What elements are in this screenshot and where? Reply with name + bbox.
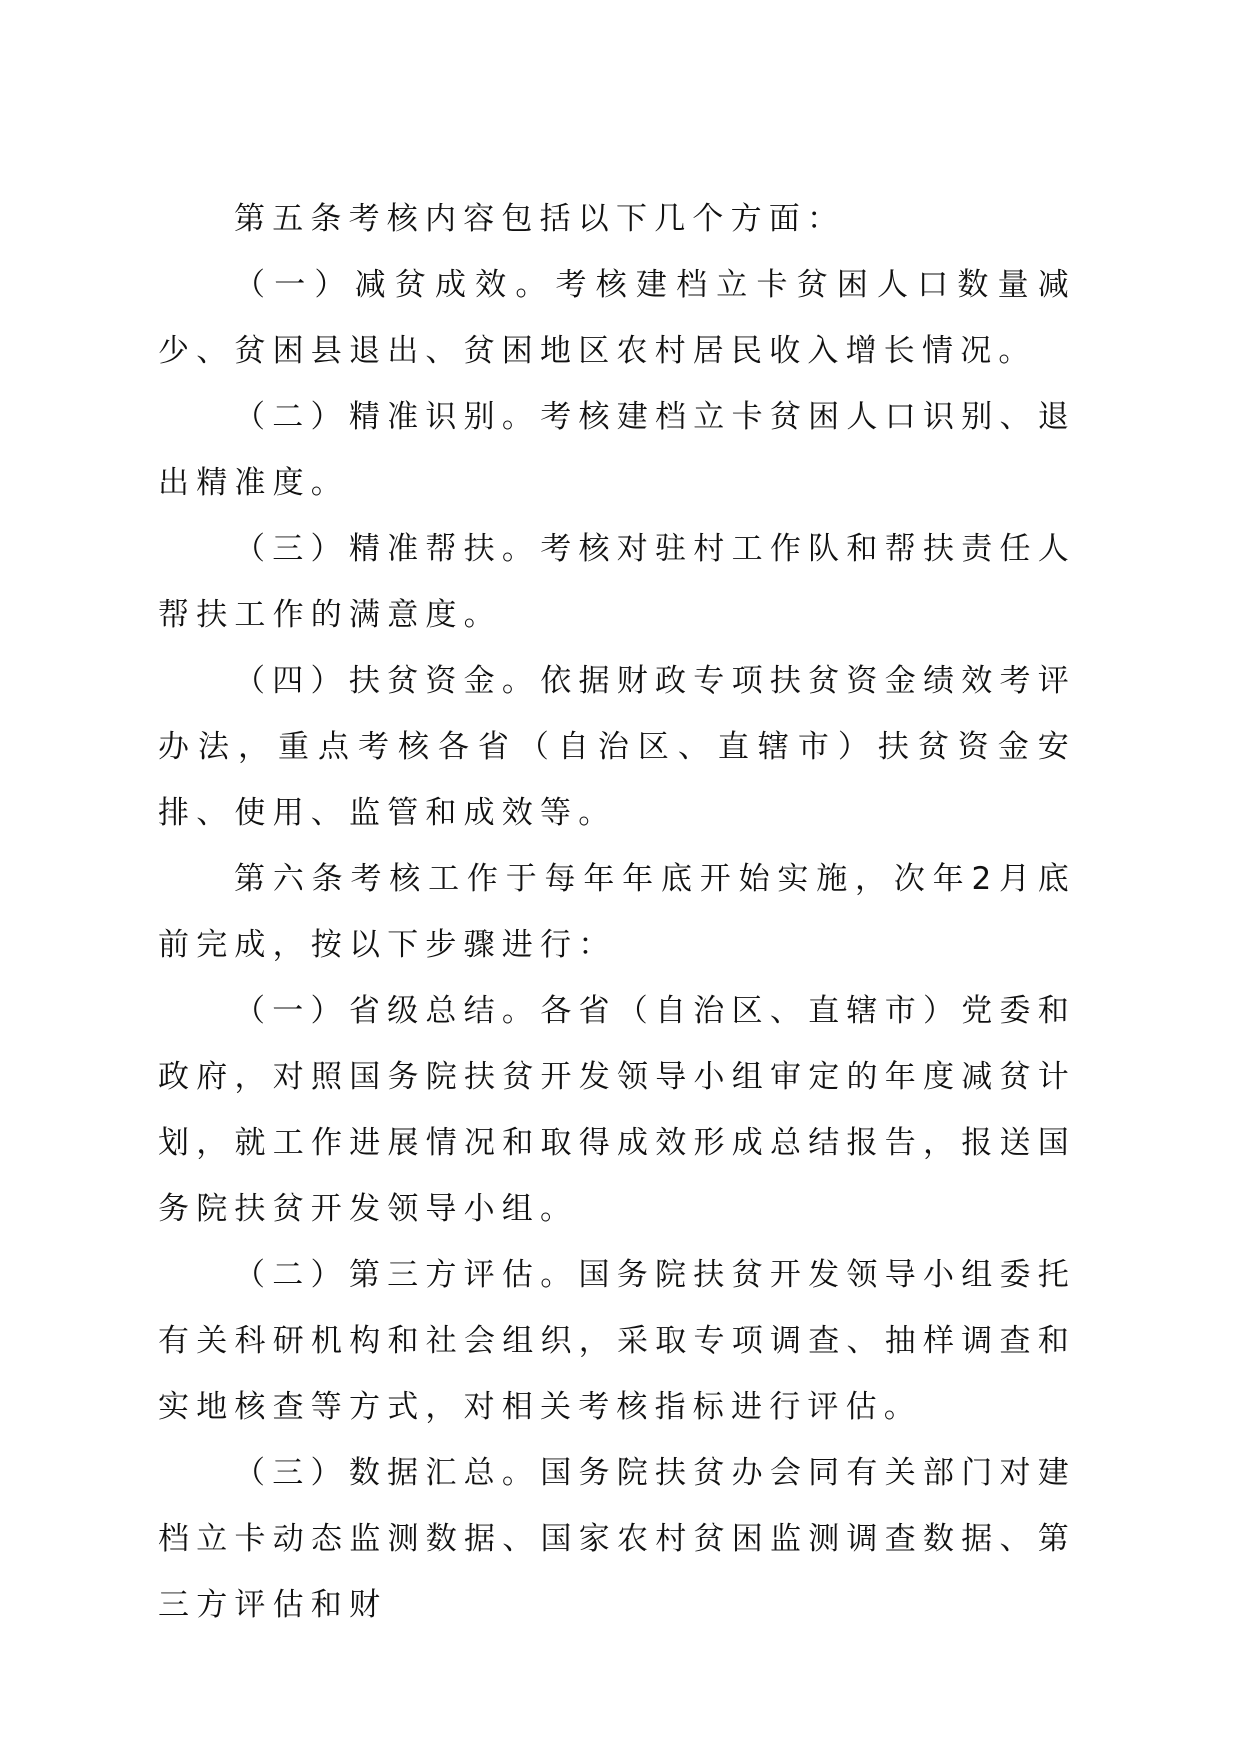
document-body <box>158 186 1076 1638</box>
paragraph-article-5-intro: 第五条考核内容包括以下几个方面： <box>234 201 846 237</box>
paragraph-poverty-reduction: （一）减贫成效。考核建档立卡贫困人口数量减少、贫困县退出、贫困地区农村居民收入增长情况。 <box>158 267 1076 369</box>
paragraph-data-aggregation: （三）数据汇总。国务院扶贫办会同有关部门对建档立卡动态监测数据、国家农村贫困监测调查数据、第三方评估和财 <box>158 1455 1076 1623</box>
paragraph-precise-assistance: （三）精准帮扶。考核对驻村工作队和帮扶责任人帮扶工作的满意度。 <box>158 531 1076 633</box>
paragraph-provincial-summary: （一）省级总结。各省（自治区、直辖市）党委和政府，对照国务院扶贫开发领导小组审定的年度减贫计划，就工作进展情况和取得成效形成总结报告，报送国务院扶贫开发领导小组。 <box>158 993 1076 1227</box>
paragraph-poverty-funds: （四）扶贫资金。依据财政专项扶贫资金绩效考评办法，重点考核各省（自治区、直辖市）扶贫资金安排、使用、监管和成效等。 <box>158 663 1076 831</box>
paragraph-precise-identification: （二）精准识别。考核建档立卡贫困人口识别、退出精准度。 <box>158 399 1076 501</box>
paragraph-article-6-intro: 第六条考核工作于每年年底开始实施，次年2月底前完成，按以下步骤进行： <box>158 861 1076 963</box>
paragraph-third-party-evaluation: （二）第三方评估。国务院扶贫开发领导小组委托有关科研机构和社会组织，采取专项调查、抽样调查和实地核查等方式，对相关考核指标进行评估。 <box>158 1257 1076 1425</box>
